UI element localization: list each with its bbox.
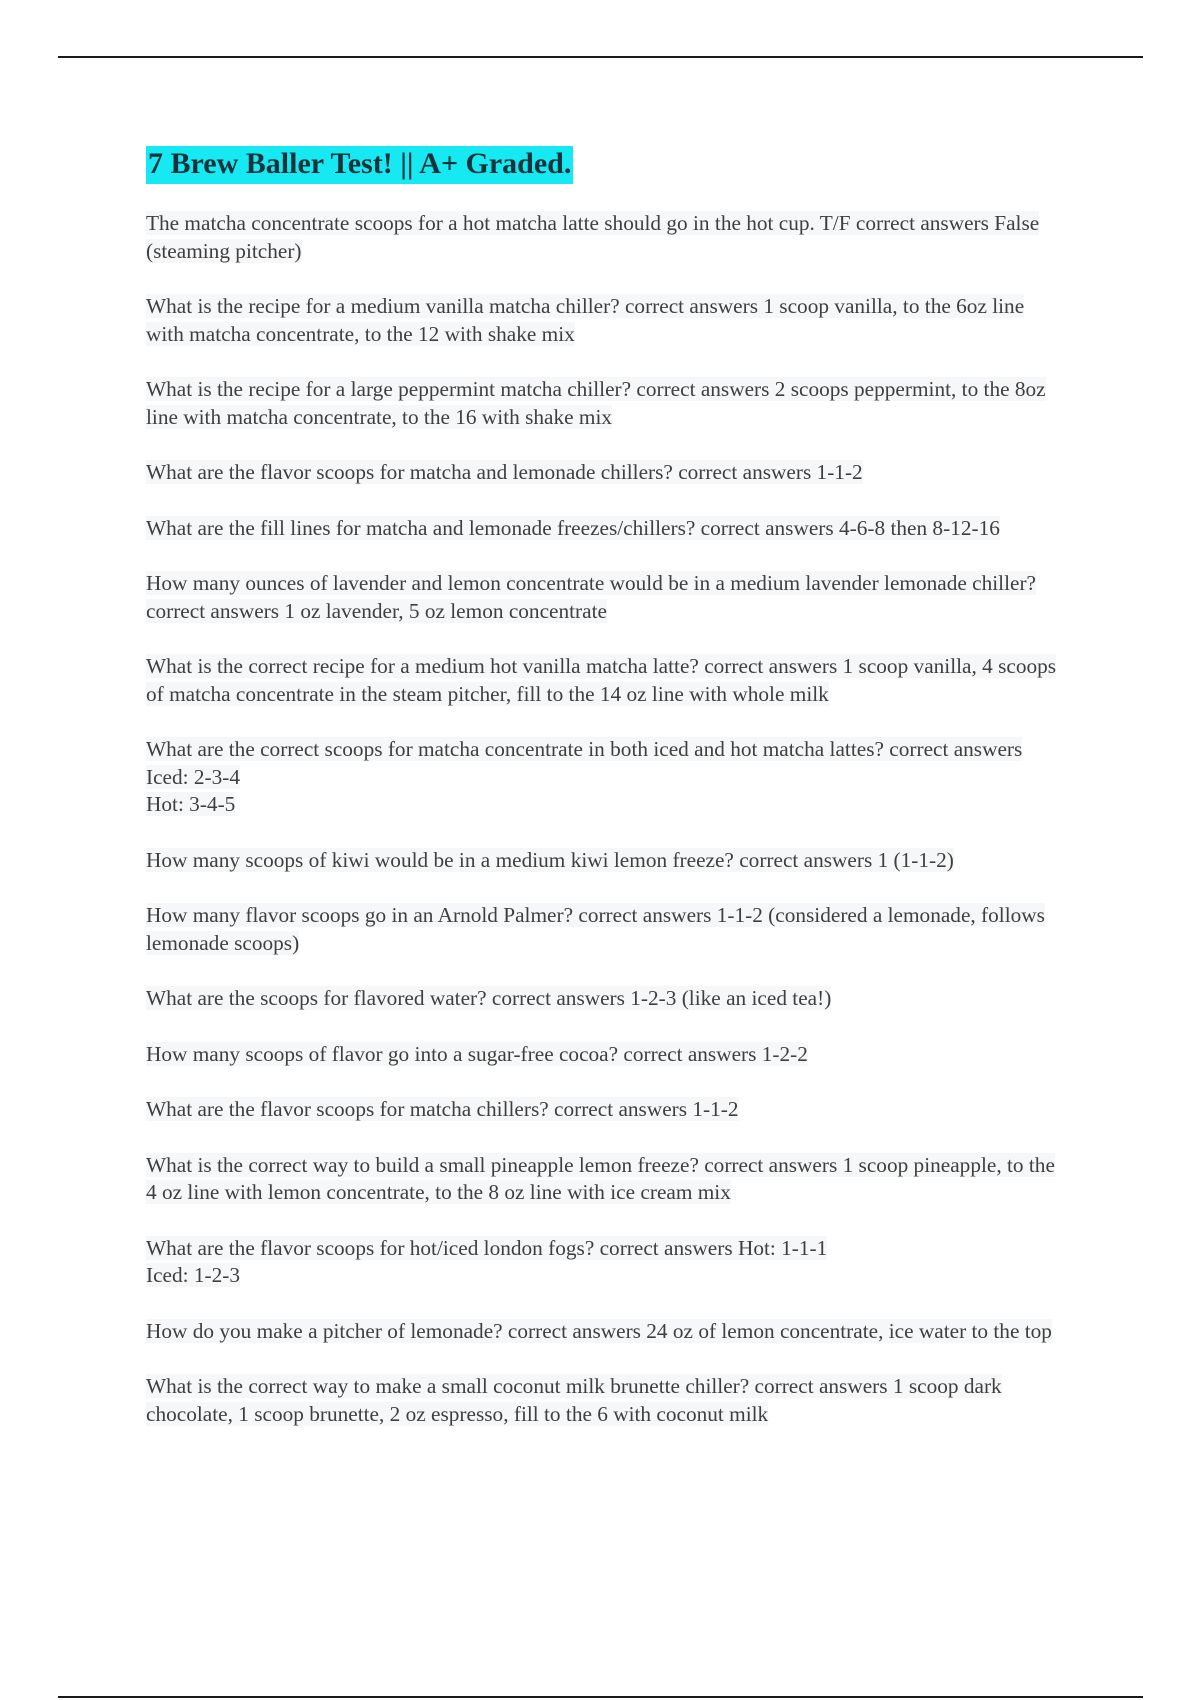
qa-text: What is the correct recipe for a medium hot vanilla matcha latte? correct answers 1 scoop vanilla, 4 scoops of matcha concentrate in the steam pitcher, fill to the 14 oz line with whole milk: [146, 654, 1057, 706]
document-title: 7 Brew Baller Test! || A+ Graded.: [146, 146, 573, 184]
qa-text: What are the flavor scoops for hot/iced london fogs? correct answers Hot: 1-1-1 Iced: 1-2-3: [146, 1235, 828, 1287]
qa-item: [146, 847, 1066, 875]
qa-item: [146, 293, 1066, 348]
qa-item: [146, 1318, 1066, 1346]
qa-list: [146, 210, 1066, 1428]
qa-item: [146, 736, 1066, 819]
qa-item: [146, 902, 1066, 957]
qa-text: What are the correct scoops for matcha concentrate in both iced and hot matcha lattes? correct answers Iced: 2-3-4 Hot: 3-4-5: [146, 737, 1023, 816]
top-rule: [58, 56, 1143, 58]
bottom-rule: [58, 1696, 1143, 1698]
qa-text: What are the fill lines for matcha and lemonade freezes/chillers? correct answers 4-6-8 then 8-12-16: [146, 515, 1000, 540]
qa-item: [146, 1041, 1066, 1069]
qa-text: How many flavor scoops go in an Arnold Palmer? correct answers 1-1-2 (considered a lemonade, follows lemonade scoops): [146, 903, 1045, 955]
qa-item: [146, 210, 1066, 265]
qa-item: [146, 1235, 1066, 1290]
qa-item: [146, 1152, 1066, 1207]
qa-item: [146, 376, 1066, 431]
qa-item: [146, 459, 1066, 487]
qa-item: [146, 653, 1066, 708]
qa-text: What is the recipe for a large peppermint matcha chiller? correct answers 2 scoops peppermint, to the 8oz line with matcha concentrate, to the 16 with shake mix: [146, 377, 1046, 429]
qa-item: [146, 985, 1066, 1013]
qa-item: [146, 515, 1066, 543]
qa-text: How many scoops of kiwi would be in a medium kiwi lemon freeze? correct answers 1 (1-1-2): [146, 847, 954, 872]
qa-item: [146, 570, 1066, 625]
qa-text: The matcha concentrate scoops for a hot matcha latte should go in the hot cup. T/F correct answers False (steaming pitcher): [146, 211, 1040, 263]
qa-text: How many ounces of lavender and lemon concentrate would be in a medium lavender lemonade chiller? correct answers 1 oz lavender, 5 oz lemon concentrate: [146, 571, 1036, 623]
qa-text: What are the flavor scoops for matcha chillers? correct answers 1-1-2: [146, 1097, 739, 1121]
document-body: [146, 146, 1066, 1456]
qa-text: What is the correct way to make a small coconut milk brunette chiller? correct answers 1 scoop dark chocolate, 1 scoop brunette, 2 oz espresso, fill to the 6 with coconut milk: [146, 1374, 1002, 1426]
qa-text: What are the scoops for flavored water? correct answers 1-2-3 (like an iced tea!): [146, 986, 832, 1010]
qa-text: What is the correct way to build a small pineapple lemon freeze? correct answers 1 scoop pineapple, to the 4 oz line with lemon concentrate, to the 8 oz line with ice cream mix: [146, 1152, 1055, 1204]
qa-text: What is the recipe for a medium vanilla matcha chiller? correct answers 1 scoop vanilla, to the 6oz line with matcha concentrate, to the 12 with shake mix: [146, 294, 1025, 346]
qa-text: How many scoops of flavor go into a sugar-free cocoa? correct answers 1-2-2: [146, 1041, 808, 1066]
qa-text: What are the flavor scoops for matcha and lemonade chillers? correct answers 1-1-2: [146, 460, 863, 484]
qa-item: [146, 1096, 1066, 1124]
qa-item: [146, 1373, 1066, 1428]
qa-text: How do you make a pitcher of lemonade? correct answers 24 oz of lemon concentrate, ice water to the top: [146, 1318, 1052, 1343]
